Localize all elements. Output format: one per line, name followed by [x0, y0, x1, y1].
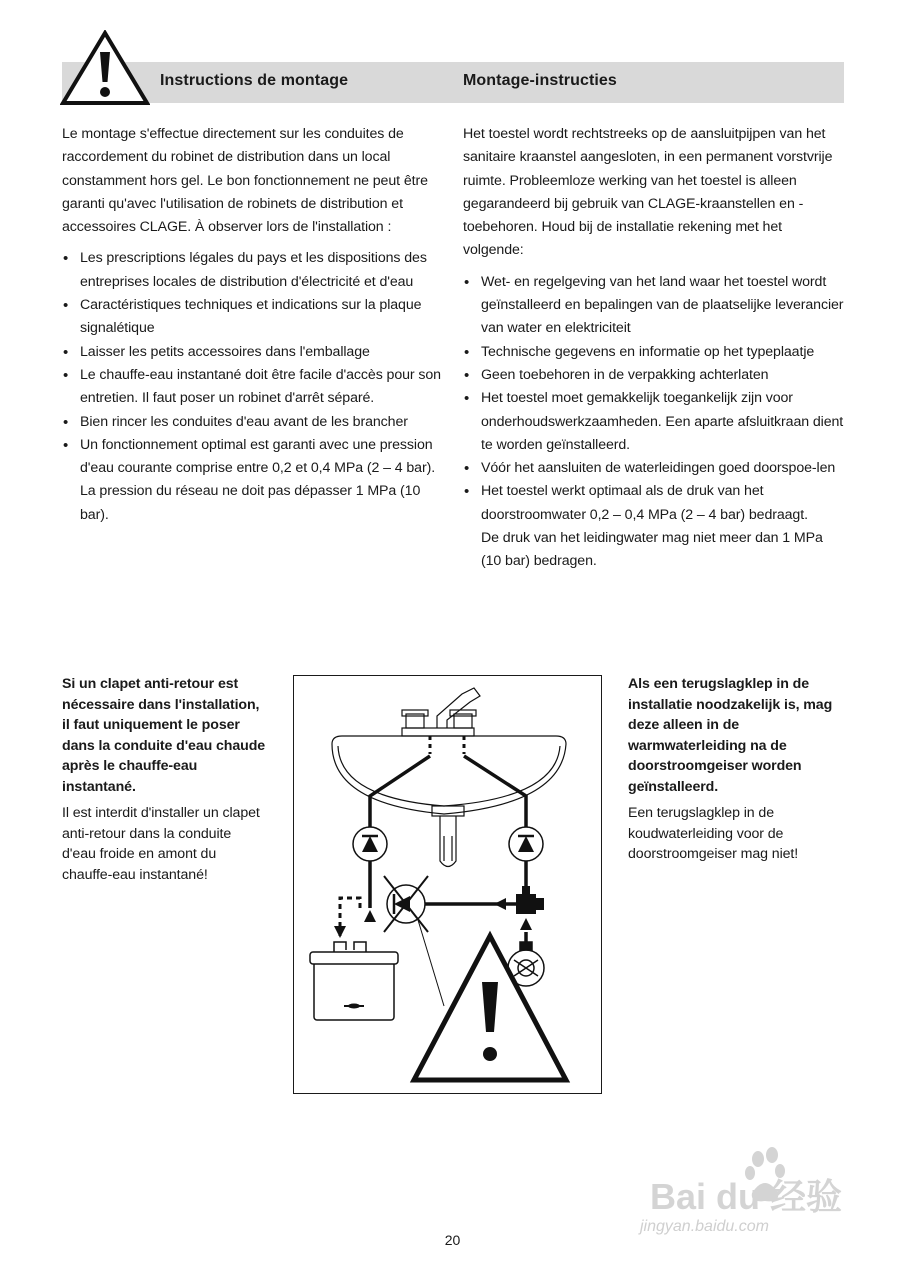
page-number: 20	[444, 1232, 461, 1248]
list-item: • Geen toebehoren in de verpakking achterlaten	[463, 364, 845, 387]
list-item: • Vóór het aansluiten de waterleidingen goed doorspoe-len	[463, 457, 845, 480]
installation-diagram-drawing	[294, 676, 601, 1093]
dutch-warning-text: Een terugslagklep in de koudwaterleiding voor de doorstroomgeiser mag niet!	[628, 805, 799, 862]
french-bullet-list	[62, 247, 444, 527]
check-valve-icon	[353, 827, 387, 861]
french-warning-bold: Si un clapet anti-retour est nécessaire dans l'installation, il faut uniquement le poser dans la conduite d'eau chaude après le chauffe-eau instantané.	[62, 676, 266, 795]
list-item: • Les prescriptions légales du pays et les dispositions des entreprises locales de distribution d'électricité et d'eau	[62, 247, 444, 294]
list-item	[62, 434, 444, 527]
french-warning-text: Il est interdit d'installer un clapet anti-retour dans la conduite d'eau froide en amont du chauffe-eau instantané!	[62, 805, 260, 883]
list-item: • Bien rincer les conduites d'eau avant de les brancher	[62, 411, 444, 434]
list-item-note: La pression du réseau ne doit pas dépasser 1 MPa (10 bar).	[80, 483, 421, 523]
faucet-icon	[402, 688, 480, 736]
crossed-out-check-valve-icon	[384, 876, 428, 932]
french-warning-block	[62, 674, 267, 885]
french-intro: Le montage s'effectue directement sur les conduites de raccordement du robinet de distribution dans un local constamment hors gel. Le bon fonctionnement ne peut être garanti qu'avec l'utilisation de robinets de distribution et accessoires CLAGE. À observer lors de l'installation :	[62, 126, 428, 236]
dutch-bullet-list	[463, 271, 845, 574]
dutch-warning-block	[628, 674, 843, 865]
list-item: • Caractéristiques techniques et indications sur la plaque signalétique	[62, 294, 444, 341]
check-valve-icon	[509, 827, 543, 861]
list-item-text: Het toestel werkt optimaal als de druk van het doorstroomwater 0,2 – 0,4 MPa (2 – 4 bar) bedraagt.	[481, 483, 808, 523]
french-column	[62, 123, 444, 527]
list-item	[463, 480, 845, 573]
dutch-column	[463, 123, 845, 574]
list-item: • Le chauffe-eau instantané doit être facile d'accès pour son entretien. Il faut poser un robinet d'arrêt séparé.	[62, 364, 444, 411]
list-item: • Wet- en regelgeving van het land waar het toestel wordt geïnstalleerd en bepalingen van de plaatselijke leverancier van water en elektriciteit	[463, 271, 845, 341]
watermark-url: jingyan.baidu.com	[640, 1218, 769, 1235]
dutch-intro: Het toestel wordt rechtstreeks op de aansluitpijpen van het sanitaire kraanstel aangesloten, in een permanent vorstvrije ruimte. Probleemloze werking van het toestel is alleen gegarandeerd bij gebruik van CLAGE-kraanstellen en -toebehoren. Houd bij de installatie rekening met het volgende:	[463, 126, 833, 259]
list-item: • Laisser les petits accessoires dans l'emballage	[62, 341, 444, 364]
water-heater-icon	[310, 942, 398, 1020]
dutch-warning-bold: Als een terugslagklep in de installatie noodzakelijk is, mag deze alleen in de warmwaterleiding na de doorstroomgeiser worden geïnstalleerd.	[628, 676, 833, 795]
siphon-drain-icon	[432, 806, 464, 867]
warning-triangle-icon	[414, 936, 566, 1080]
title-french: Instructions de montage	[160, 72, 349, 89]
title-dutch: Montage-instructies	[463, 72, 617, 89]
list-item-text: Un fonctionnement optimal est garanti avec une pression d'eau courante comprise entre 0,2 et 0,4 MPa (2 – 4 bar).	[80, 436, 436, 477]
list-item: • Het toestel moet gemakkelijk toegankelijk zijn voor onderhoudswerkzaamheden. Een aparte afsluitkraan dient te worden geïnstalleerd.	[463, 387, 845, 457]
sink-basin	[332, 736, 566, 814]
warning-triangle-icon	[60, 30, 150, 106]
shut-off-valve-icon	[516, 886, 544, 914]
list-item-note: De druk van het leidingwater mag niet meer dan 1 MPa (10 bar) bedragen.	[481, 530, 823, 570]
svg-text:Bai du 经验: Bai du 经验	[650, 1176, 843, 1217]
list-item: • Technische gegevens en informatie op het typeplaatje	[463, 341, 845, 364]
installation-diagram	[293, 675, 602, 1094]
